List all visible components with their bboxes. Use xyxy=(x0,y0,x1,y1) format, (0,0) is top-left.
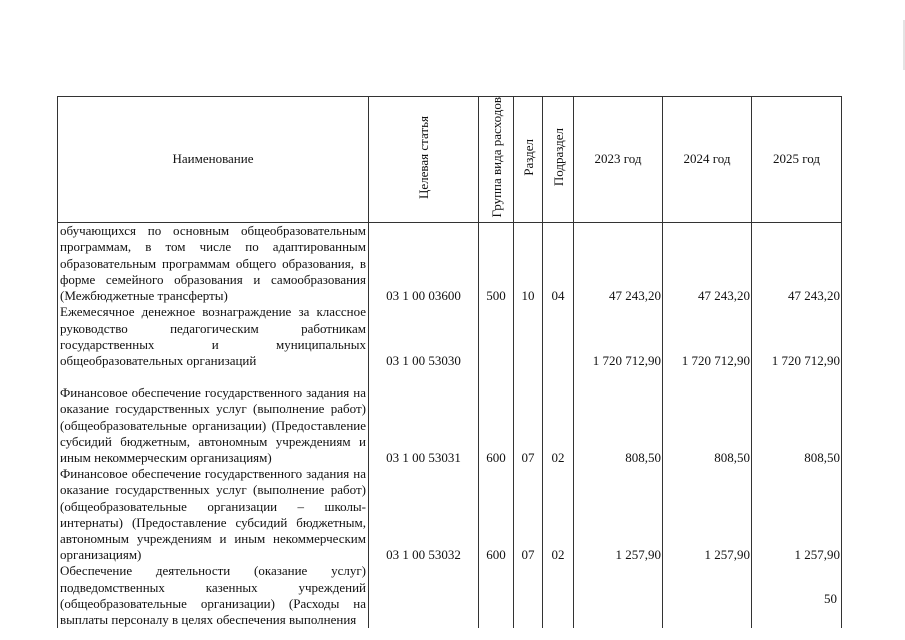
row-name: Обеспечение деятельности (оказание услуг) подведомственных казенных учреждений (общеобразовательные организации) (Расходы на выплаты персоналу в целях обеспечения выполнения xyxy=(58,563,369,628)
header-2024: 2024 год xyxy=(663,97,752,223)
header-section: Раздел xyxy=(520,138,536,176)
table-row xyxy=(58,304,842,369)
row-name: Финансовое обеспечение государственного задания на оказание государственных услуг (выполнение работ) (общеобразовательные организации) (Предоставление субсидий бюджетным, автономным учреждениям и иным некоммерческим организациям) xyxy=(58,369,369,466)
row-2024: 1 257,90 xyxy=(663,466,752,563)
row-subsection xyxy=(543,304,574,369)
header-2023: 2023 год xyxy=(574,97,663,223)
row-name: обучающихся по основным общеобразовательным программам, в том числе по адаптированным образовательным программам общего образования, в форме семейного образования и самообразования (Межбюджетные трансферты) xyxy=(58,222,369,304)
row-2025: 1 720 712,90 xyxy=(752,304,842,369)
table-row xyxy=(58,222,842,304)
row-subsection xyxy=(543,563,574,628)
row-2023: 1 720 712,90 xyxy=(574,304,663,369)
row-group xyxy=(479,304,514,369)
row-group: 600 xyxy=(479,369,514,466)
row-section: 10 xyxy=(514,222,543,304)
row-name: Финансовое обеспечение государственного задания на оказание государственных услуг (выполнение работ) (общеобразовательные организации – школы-интернаты) (Предоставление субсидий бюджетным, автономным учреждениям и иным некоммерческим организациям) xyxy=(58,466,369,563)
header-subsection: Подраздел xyxy=(550,128,566,187)
row-group xyxy=(479,563,514,628)
header-expense-group: Группа вида расходов xyxy=(488,97,504,218)
row-2023: 808,50 xyxy=(574,369,663,466)
row-code: 03 1 00 03600 xyxy=(369,222,479,304)
row-code: 03 1 00 53032 xyxy=(369,466,479,563)
row-code: 03 1 00 53030 xyxy=(369,304,479,369)
row-section xyxy=(514,563,543,628)
row-section: 07 xyxy=(514,369,543,466)
row-2023 xyxy=(574,563,663,628)
header-target: Целевая статья xyxy=(416,115,431,199)
header-2025: 2025 год xyxy=(752,97,842,223)
row-group: 600 xyxy=(479,466,514,563)
row-group: 500 xyxy=(479,222,514,304)
row-2025: 1 257,90 xyxy=(752,466,842,563)
row-code xyxy=(369,563,479,628)
table-row xyxy=(58,466,842,563)
row-subsection: 02 xyxy=(543,466,574,563)
row-2024: 47 243,20 xyxy=(663,222,752,304)
header-section-cell xyxy=(514,97,543,223)
header-name: Наименование xyxy=(58,97,369,223)
header-target-cell xyxy=(369,97,479,223)
header-subsection-cell xyxy=(543,97,574,223)
row-subsection: 04 xyxy=(543,222,574,304)
row-2024: 1 720 712,90 xyxy=(663,304,752,369)
table-row xyxy=(58,369,842,466)
row-2025: 808,50 xyxy=(752,369,842,466)
row-section: 07 xyxy=(514,466,543,563)
row-section xyxy=(514,304,543,369)
row-name: Ежемесячное денежное вознаграждение за классное руководство педагогическим работникам государственных и муниципальных общеобразовательных организаций xyxy=(58,304,369,369)
row-2023: 47 243,20 xyxy=(574,222,663,304)
row-2024: 808,50 xyxy=(663,369,752,466)
row-2023: 1 257,90 xyxy=(574,466,663,563)
row-2025: 47 243,20 xyxy=(752,222,842,304)
table-row xyxy=(58,563,842,628)
header-group-cell xyxy=(479,97,514,223)
budget-table xyxy=(57,96,842,628)
row-subsection: 02 xyxy=(543,369,574,466)
header-row xyxy=(58,97,842,223)
page-number: 50 xyxy=(824,591,837,606)
row-2024 xyxy=(663,563,752,628)
row-code: 03 1 00 53031 xyxy=(369,369,479,466)
